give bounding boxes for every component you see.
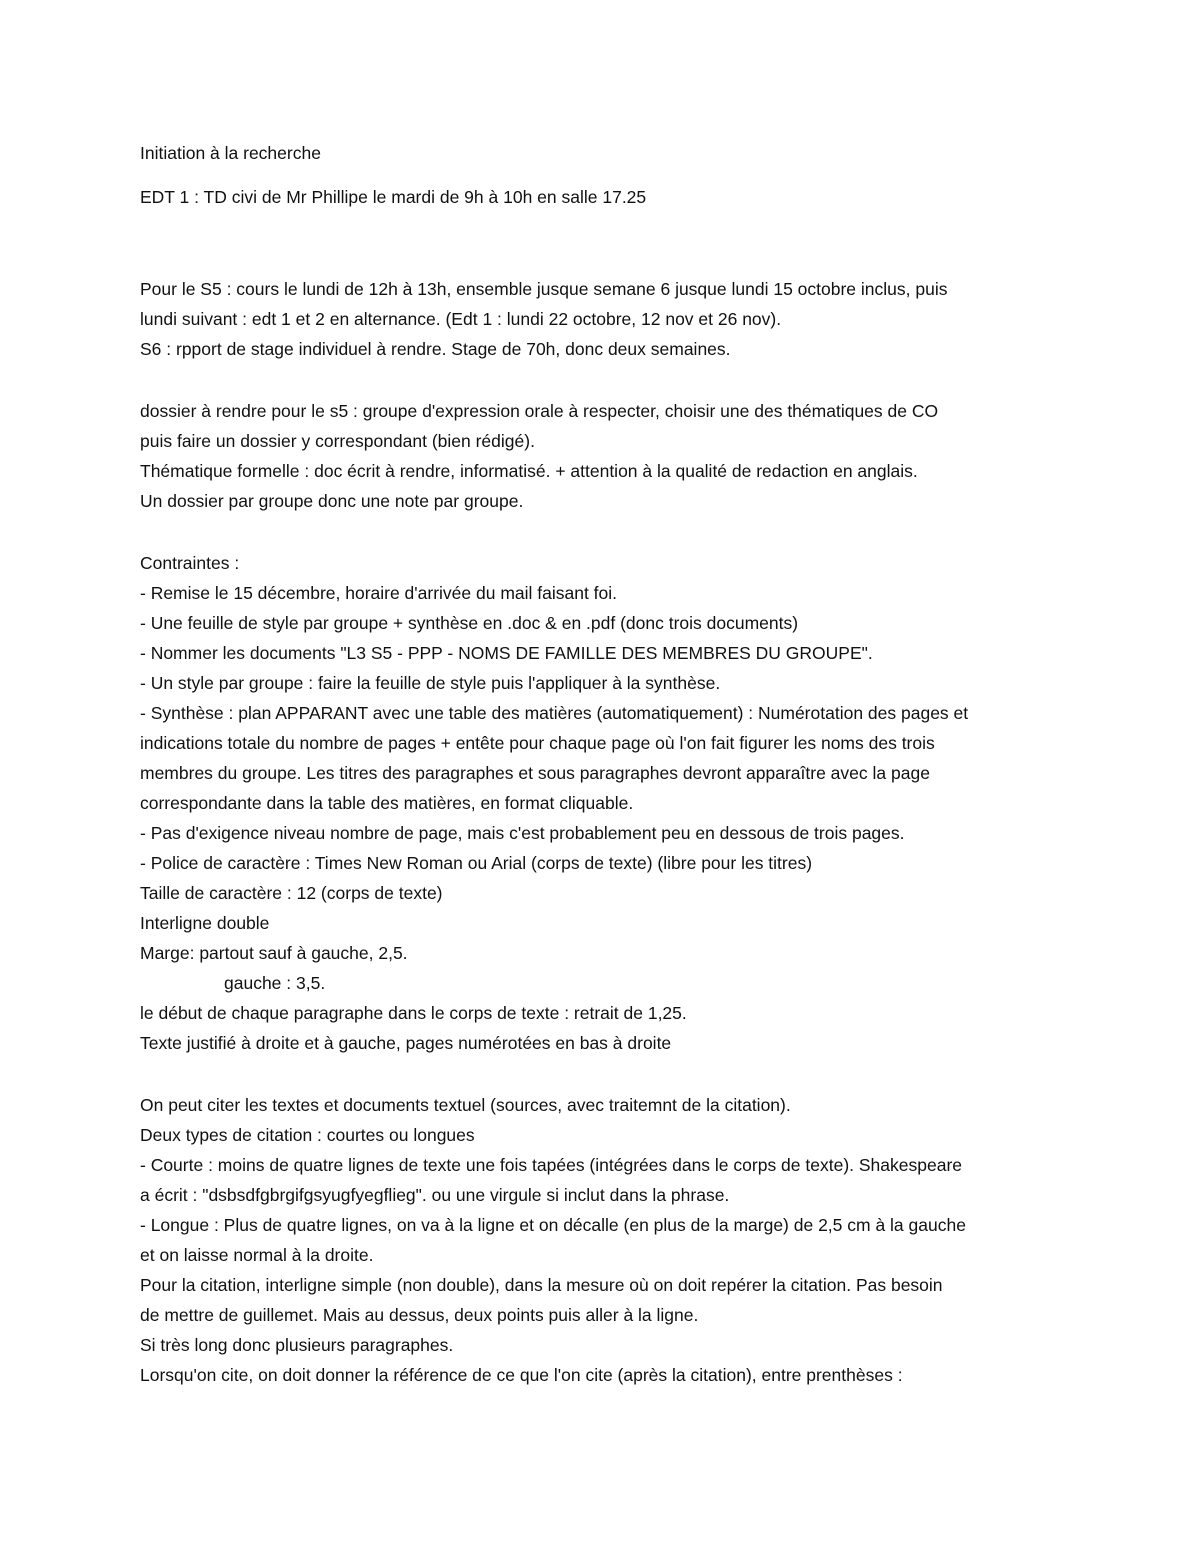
- text-line: Un dossier par groupe donc une note par groupe.: [140, 491, 524, 511]
- document-title: Initiation à la recherche: [140, 143, 321, 163]
- list-item: - Pas d'exigence niveau nombre de page, mais c'est probablement peu en dessous de trois pages.: [140, 823, 905, 843]
- text-line: S6 : rpport de stage individuel à rendre. Stage de 70h, donc deux semaines.: [140, 339, 731, 359]
- spacer: [140, 212, 1070, 274]
- citation-section: [140, 1090, 1070, 1390]
- text-line: Interligne double: [140, 913, 270, 933]
- spacer: [140, 364, 1070, 396]
- list-item: - Longue : Plus de quatre lignes, on va à la ligne et on décalle (en plus de la marge) de 2,5 cm à la gauche: [140, 1215, 966, 1235]
- text-line: puis faire un dossier y correspondant (bien rédigé).: [140, 431, 535, 451]
- text-line: Lorsqu'on cite, on doit donner la référence de ce que l'on cite (après la citation), entre prenthèses :: [140, 1365, 903, 1385]
- list-item: - Courte : moins de quatre lignes de texte une fois tapées (intégrées dans le corps de texte). Shakespeare: [140, 1155, 963, 1175]
- text-line: indications totale du nombre de pages + entête pour chaque page où l'on fait figurer les noms des trois: [140, 733, 935, 753]
- text-line-indented: gauche : 3,5.: [224, 973, 326, 993]
- spacer: [140, 1058, 1070, 1090]
- spacer: [140, 168, 1070, 182]
- text-line: le début de chaque paragraphe dans le corps de texte : retrait de 1,25.: [140, 1003, 687, 1023]
- section-heading: Contraintes :: [140, 553, 240, 573]
- document-page: [140, 138, 1070, 1390]
- s5-paragraph: [140, 274, 1070, 364]
- text-line: On peut citer les textes et documents textuel (sources, avec traitemnt de la citation).: [140, 1095, 791, 1115]
- text-line: Texte justifié à droite et à gauche, pages numérotées en bas à droite: [140, 1033, 672, 1053]
- list-item: - Un style par groupe : faire la feuille de style puis l'appliquer à la synthèse.: [140, 673, 721, 693]
- list-item: - Synthèse : plan APPARANT avec une table des matières (automatiquement) : Numérotation des pages et: [140, 703, 969, 723]
- list-item: - Nommer les documents "L3 S5 - PPP - NOMS DE FAMILLE DES MEMBRES DU GROUPE".: [140, 643, 873, 663]
- text-line: Marge: partout sauf à gauche, 2,5.: [140, 943, 408, 963]
- contraintes-section: [140, 548, 1070, 1058]
- text-line: membres du groupe. Les titres des paragraphes et sous paragraphes devront apparaître avec la page: [140, 763, 930, 783]
- spacer: [140, 516, 1070, 548]
- text-line: Si très long donc plusieurs paragraphes.: [140, 1335, 454, 1355]
- text-line: Pour la citation, interligne simple (non double), dans la mesure où on doit repérer la citation. Pas besoin: [140, 1275, 943, 1295]
- text-line: Thématique formelle : doc écrit à rendre, informatisé. + attention à la qualité de redaction en anglais.: [140, 461, 918, 481]
- text-line: et on laisse normal à la droite.: [140, 1245, 374, 1265]
- edt-line: EDT 1 : TD civi de Mr Phillipe le mardi de 9h à 10h en salle 17.25: [140, 187, 647, 207]
- text-line: Taille de caractère : 12 (corps de texte): [140, 883, 443, 903]
- text-line: a écrit : "dsbsdfgbrgifgsyugfyegflieg". ou une virgule si inclut dans la phrase.: [140, 1185, 730, 1205]
- list-item: - Une feuille de style par groupe + synthèse en .doc & en .pdf (donc trois documents): [140, 613, 799, 633]
- text-line: correspondante dans la table des matières, en format cliquable.: [140, 793, 634, 813]
- text-line: de mettre de guillemet. Mais au dessus, deux points puis aller à la ligne.: [140, 1305, 699, 1325]
- list-item: - Police de caractère : Times New Roman ou Arial (corps de texte) (libre pour les titres): [140, 853, 813, 873]
- text-line: Deux types de citation : courtes ou longues: [140, 1125, 475, 1145]
- text-line: Pour le S5 : cours le lundi de 12h à 13h, ensemble jusque semane 6 jusque lundi 15 octobre inclus, puis: [140, 279, 948, 299]
- text-line: dossier à rendre pour le s5 : groupe d'expression orale à respecter, choisir une des thématiques de CO: [140, 401, 939, 421]
- dossier-paragraph: [140, 396, 1070, 516]
- text-line: lundi suivant : edt 1 et 2 en alternance. (Edt 1 : lundi 22 octobre, 12 nov et 26 nov).: [140, 309, 782, 329]
- list-item: - Remise le 15 décembre, horaire d'arrivée du mail faisant foi.: [140, 583, 618, 603]
